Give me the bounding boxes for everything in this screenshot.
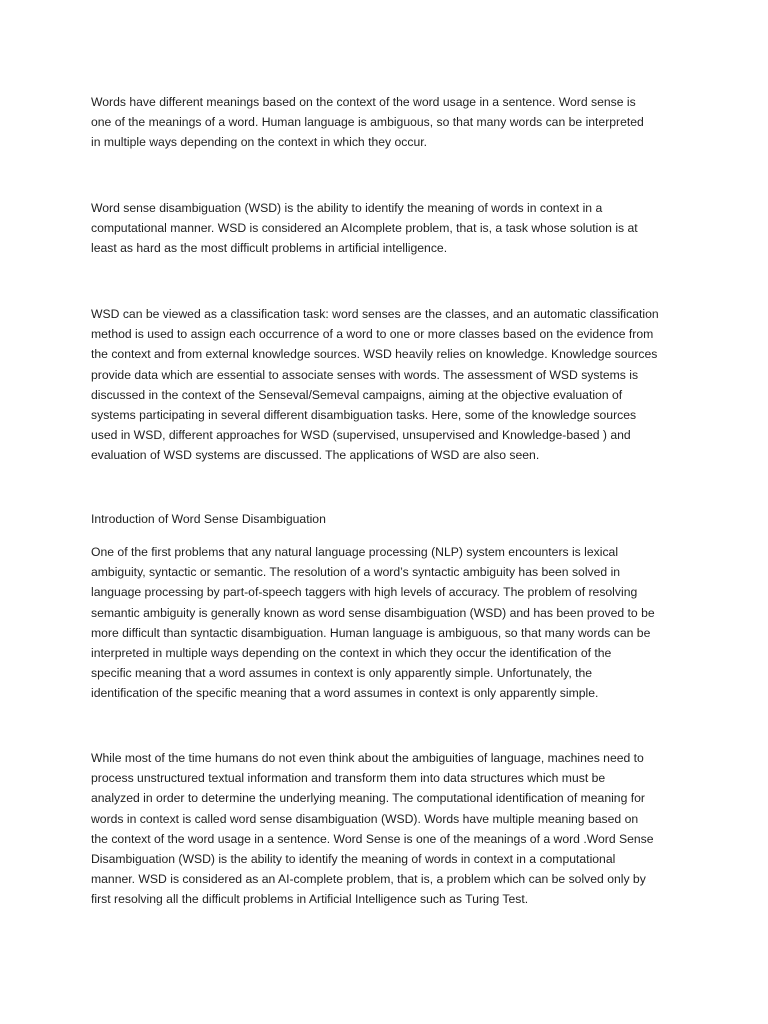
- paragraph-wsd-classification: WSD can be viewed as a classification task: word senses are the classes, and an automatic classification method is used to assign each occurrence of a word to one or more classes based on the evidence from the context and from external knowledge sources. WSD heavily relies on knowledge. Knowledge sources provide data which are essential to associate senses with words. The assessment of WSD systems is discussed in the context of the Senseval/Semeval campaigns, aiming at the objective evaluation of systems participating in several different disambiguation tasks. Here, some of the knowledge sources used in WSD, different approaches for WSD (supervised, unsupervised and Knowledge-based ) and evaluation of WSD systems are discussed. The applications of WSD are also seen.: [91, 307, 659, 463]
- paragraph-ambiguity-machines: While most of the time humans do not even think about the ambiguities of language, machines need to process unstructured textual information and transform them into data structures which must be analyzed in order to determine the underlying meaning. The computational identification of meaning for words in context is called word sense disambiguation (WSD). Words have multiple meaning based on the context of the word usage in a sentence. Word Sense is one of the meanings of a word .Word Sense Disambiguation (WSD) is the ability to identify the meaning of words in context in a computational manner. WSD is considered as an AI-complete problem, that is, a problem which can be solved only by first resolving all the difficult problems in Artificial Intelligence such as Turing Test.: [91, 751, 654, 907]
- section-heading: Introduction of Word Sense Disambiguation: [91, 512, 326, 526]
- paragraph-introduction: One of the first problems that any natural language processing (NLP) system encounters is lexical ambiguity, syntactic or semantic. The resolution of a word’s syntactic ambiguity has been solved in language processing by part-of-speech taggers with high levels of accuracy. The problem of resolving semantic ambiguity is generally known as word sense disambiguation (WSD) and has been proved to be more difficult than syntactic disambiguation. Human language is ambiguous, so that many words can be interpreted in multiple ways depending on the context in which they occur the identification of the specific meaning that a word assumes in context is only apparently simple. Unfortunately, the identification of the specific meaning that a word assumes in context is only apparently simple.: [91, 545, 655, 701]
- paragraph-wsd-definition: Word sense disambiguation (WSD) is the ability to identify the meaning of words in context in a computational manner. WSD is considered an AIcomplete problem, that is, a task whose solution is at least as hard as the most difficult problems in artificial intelligence.: [91, 201, 638, 256]
- paragraph-word-meanings: Words have different meanings based on the context of the word usage in a sentence. Word sense is one of the meanings of a word. Human language is ambiguous, so that many words can be interpreted in multiple ways depending on the context in which they occur.: [91, 95, 644, 150]
